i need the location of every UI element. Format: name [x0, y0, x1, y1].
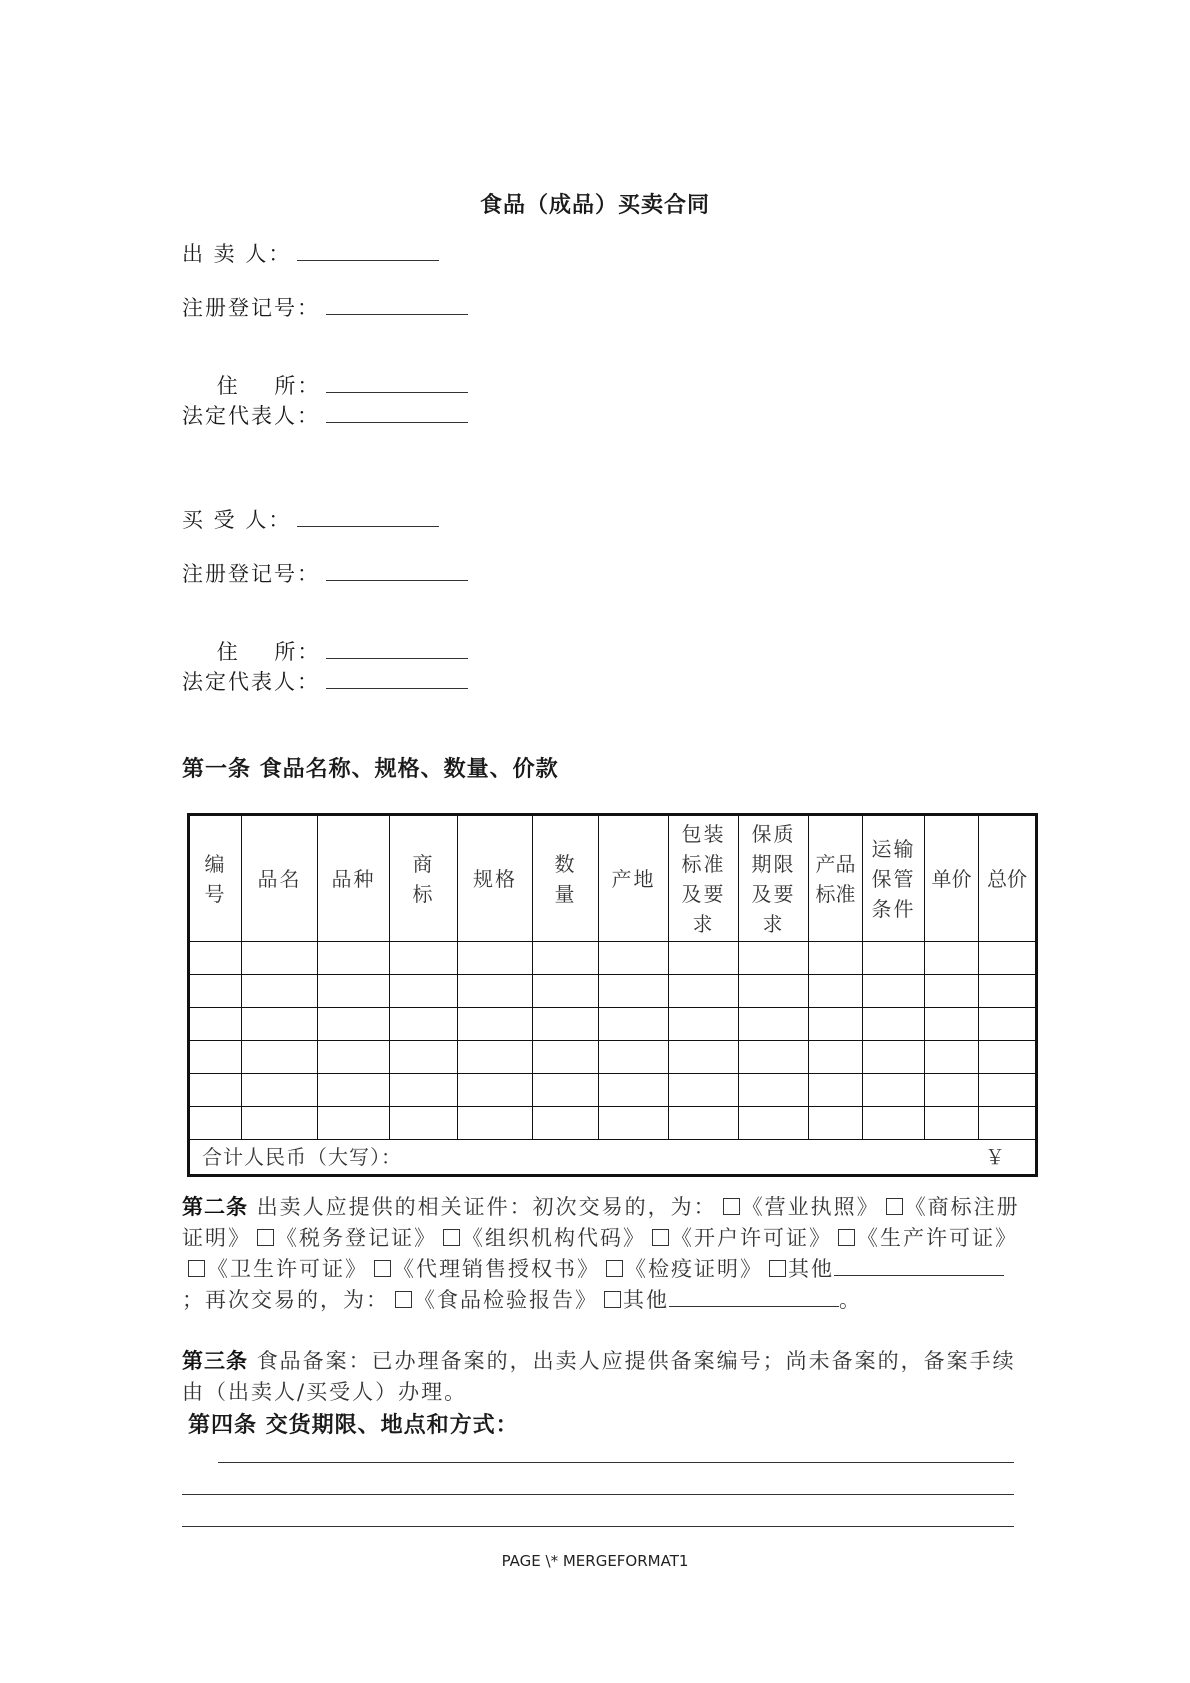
- goods-table-total-row: [189, 1140, 1037, 1176]
- page-footer: PAGE \* MERGEFORMAT1: [501, 1552, 689, 1570]
- total-cell[interactable]: [189, 1140, 1037, 1176]
- other-second-blank[interactable]: [669, 1288, 839, 1307]
- seller-reg-label: 注册登记号：: [182, 296, 320, 320]
- table-row: [189, 1074, 1037, 1107]
- col-header-origin: 产地: [599, 815, 669, 942]
- contract-title: 食品（成品）买卖合同: [479, 192, 710, 218]
- buyer-reg-line: [182, 558, 468, 588]
- col-header-unit-price: 单价: [925, 815, 979, 942]
- seller-name-label: 出 卖 人：: [182, 242, 292, 266]
- seller-address-blank[interactable]: [326, 372, 468, 393]
- col-header-product-name: 品名: [242, 815, 318, 942]
- answer-line[interactable]: [218, 1462, 1014, 1463]
- table-row: [189, 1107, 1037, 1140]
- doc-trademark-cert: 《商标注册证明》: [182, 1195, 1020, 1250]
- col-header-number: 编号: [189, 815, 242, 942]
- article2-second-intro: ；再次交易的，为：: [182, 1288, 389, 1312]
- col-header-product-standard: 产品标准: [809, 815, 863, 942]
- checkbox-production-permit[interactable]: [838, 1229, 855, 1246]
- doc-quarantine-cert: 《检疫证明》: [625, 1257, 763, 1281]
- doc-tax-cert: 《税务登记证》: [276, 1226, 437, 1250]
- seller-name-blank[interactable]: [297, 240, 439, 261]
- buyer-reg-blank[interactable]: [326, 560, 468, 581]
- seller-rep-blank[interactable]: [326, 402, 468, 423]
- buyer-name-label: 买 受 人：: [182, 508, 292, 532]
- col-header-shelf-life: 保质期限及要求: [739, 815, 809, 942]
- checkbox-business-license[interactable]: [723, 1198, 740, 1215]
- article4-heading: 第四条 交货期限、地点和方式：: [188, 1412, 519, 1438]
- currency-symbol: ￥: [985, 1145, 1007, 1169]
- table-row: [189, 1041, 1037, 1074]
- checkbox-other-second[interactable]: [604, 1291, 621, 1308]
- checkbox-sales-authorization[interactable]: [374, 1260, 391, 1277]
- buyer-reg-label: 注册登记号：: [182, 562, 320, 586]
- col-header-trademark: 商标: [390, 815, 458, 942]
- doc-account-permit: 《开户许可证》: [671, 1226, 832, 1250]
- buyer-rep-label: 法定代表人：: [182, 670, 320, 694]
- article3-heading: 第三条: [182, 1348, 248, 1373]
- doc-org-code: 《组织机构代码》: [462, 1226, 646, 1250]
- col-header-spec: 规格: [458, 815, 533, 942]
- article2-paragraph: [182, 1191, 1022, 1316]
- col-header-variety: 品种: [318, 815, 390, 942]
- buyer-rep-blank[interactable]: [326, 668, 468, 689]
- checkbox-hygiene-permit[interactable]: [188, 1260, 205, 1277]
- checkbox-trademark-cert[interactable]: [886, 1198, 903, 1215]
- article2-end: 。: [839, 1288, 862, 1312]
- table-row: [189, 1008, 1037, 1041]
- other-first-blank[interactable]: [834, 1257, 1004, 1276]
- seller-address-label: 住 所：: [216, 374, 321, 398]
- buyer-name-line: [182, 504, 439, 534]
- buyer-name-blank[interactable]: [297, 506, 439, 527]
- buyer-address-blank[interactable]: [326, 638, 468, 659]
- col-header-transport: 运输保管条件: [863, 815, 925, 942]
- col-header-quantity: 数量: [533, 815, 599, 942]
- article2-heading: 第二条: [182, 1194, 248, 1219]
- col-header-packaging: 包装标准及要求: [669, 815, 739, 942]
- table-row: [189, 942, 1037, 975]
- buyer-address-label: 住 所：: [216, 640, 321, 664]
- goods-table: [187, 813, 1038, 1177]
- doc-sales-authorization: 《代理销售授权书》: [393, 1257, 600, 1281]
- article2-intro: 出卖人应提供的相关证件：初次交易的，为：: [256, 1195, 717, 1219]
- checkbox-other-first[interactable]: [769, 1260, 786, 1277]
- checkbox-org-code[interactable]: [443, 1229, 460, 1246]
- buyer-rep-line: [182, 666, 468, 696]
- seller-name-line: [182, 238, 439, 268]
- col-header-total-price: 总价: [979, 815, 1037, 942]
- seller-reg-blank[interactable]: [326, 294, 468, 315]
- checkbox-quarantine-cert[interactable]: [606, 1260, 623, 1277]
- answer-line[interactable]: [182, 1494, 1014, 1495]
- total-label: 合计人民币（大写）：: [202, 1145, 402, 1169]
- checkbox-tax-cert[interactable]: [257, 1229, 274, 1246]
- doc-business-license: 《营业执照》: [741, 1195, 880, 1219]
- doc-hygiene-permit: 《卫生许可证》: [207, 1257, 368, 1281]
- doc-inspection-report: 《食品检验报告》: [414, 1288, 598, 1312]
- table-row: [189, 975, 1037, 1008]
- answer-line[interactable]: [182, 1526, 1014, 1527]
- article3-paragraph: [182, 1345, 1022, 1408]
- checkbox-account-permit[interactable]: [652, 1229, 669, 1246]
- seller-rep-line: [182, 400, 468, 430]
- checkbox-inspection-report[interactable]: [395, 1291, 412, 1308]
- doc-production-permit: 《生产许可证》: [857, 1226, 1018, 1250]
- doc-other-second: 其他: [623, 1288, 669, 1312]
- seller-reg-line: [182, 292, 468, 322]
- article1-heading: 第一条 食品名称、规格、数量、价款: [182, 756, 559, 782]
- goods-table-header: [189, 815, 1037, 942]
- seller-rep-label: 法定代表人：: [182, 404, 320, 428]
- doc-other-first: 其他: [788, 1257, 834, 1281]
- article3-text: 食品备案：已办理备案的，出卖人应提供备案编号；尚未备案的，备案手续由（出卖人/买受人）办理。: [182, 1349, 1016, 1404]
